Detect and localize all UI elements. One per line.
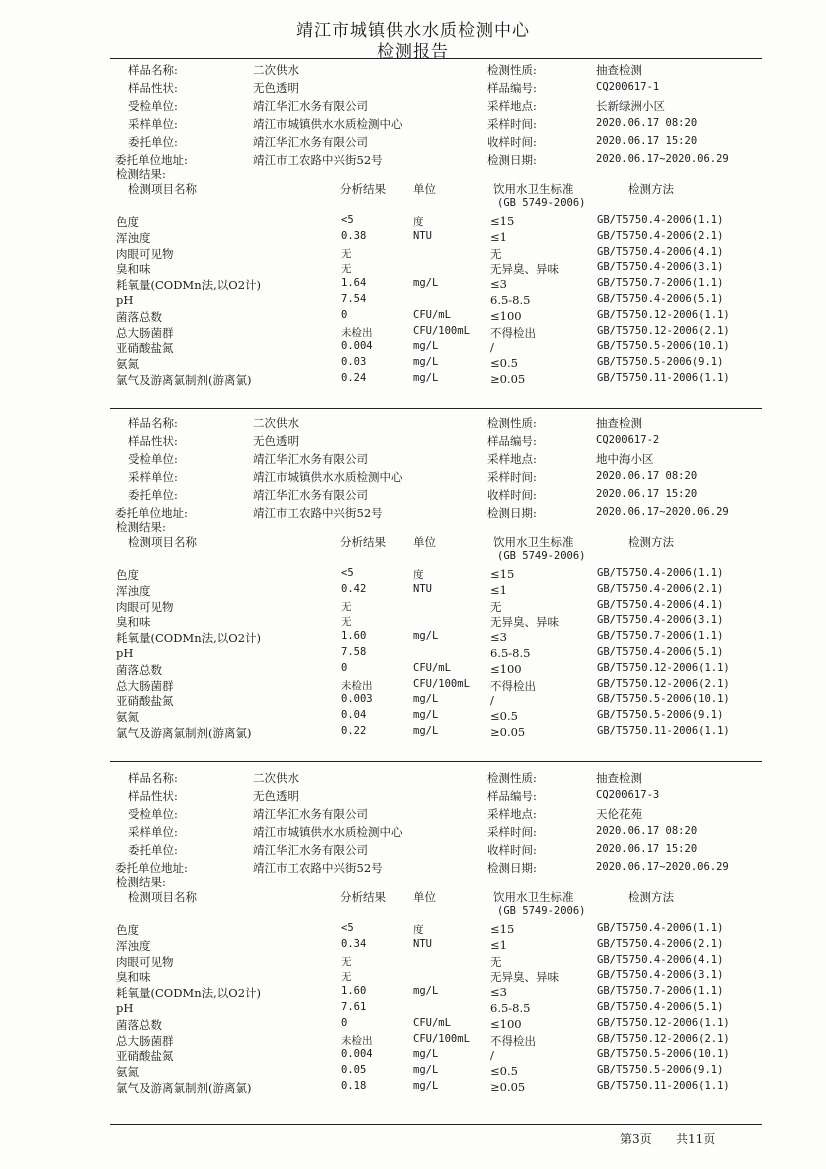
row-item: 浑浊度	[116, 938, 151, 953]
row-standard: ≤1	[490, 937, 507, 952]
row-method: GB/T5750.12-2006(1.1)	[597, 661, 730, 674]
col-std-subheader: (GB 5749-2006)	[497, 550, 586, 562]
row-item: 耗氧量(CODMn法,以O2计)	[116, 278, 262, 293]
table-row	[0, 246, 826, 262]
col-result-header: 分析结果	[340, 890, 386, 904]
row-unit: 度	[413, 924, 424, 936]
table-row	[0, 567, 826, 583]
row-unit: mg/L	[413, 693, 439, 706]
row-method: GB/T5750.4-2006(5.1)	[597, 1001, 724, 1013]
info-label-sampling-site: 采样地点:	[487, 452, 537, 466]
row-unit: mg/L	[413, 277, 439, 290]
col-item-header: 检测项目名称	[128, 182, 197, 196]
table-row	[0, 678, 826, 694]
row-result: <5	[341, 567, 354, 579]
row-unit: mg/L	[413, 630, 439, 643]
row-unit: CFU/100mL	[413, 1032, 470, 1045]
row-result: <5	[341, 214, 354, 226]
page-total: 共11页	[676, 1132, 716, 1146]
row-item: 耗氧量(CODMn法,以O2计)	[116, 631, 262, 646]
row-method: GB/T5750.7-2006(1.1)	[597, 277, 724, 290]
row-result: 0.03	[341, 356, 367, 369]
info-label-client-address: 委托单位地址:	[115, 153, 188, 167]
row-standard: ≤3	[490, 630, 507, 645]
row-item: 肉眼可见物	[116, 246, 174, 261]
bottom-rule	[110, 1124, 762, 1125]
info-value-name: 二次供水	[253, 771, 299, 785]
row-unit: 度	[413, 569, 424, 581]
info-value-sampling-unit: 靖江市城镇供水水质检测中心	[253, 825, 403, 839]
table-row	[0, 356, 826, 372]
table-row	[0, 1080, 826, 1096]
page-number: 第3页	[620, 1132, 652, 1146]
row-standard: 不得检出	[490, 325, 536, 340]
row-result: 未检出	[341, 1034, 373, 1047]
col-std-header: 饮用水卫生标准	[493, 182, 574, 196]
row-method: GB/T5750.5-2006(10.1)	[597, 693, 730, 706]
row-standard: ≤1	[490, 582, 507, 597]
col-std-header: 饮用水卫生标准	[493, 535, 574, 549]
row-method: GB/T5750.12-2006(1.1)	[597, 308, 730, 321]
info-value-receive-time: 2020.06.17 15:20	[596, 135, 698, 147]
row-result: 无	[341, 616, 352, 629]
row-standard: 无异臭、异味	[490, 615, 559, 630]
row-method: GB/T5750.5-2006(10.1)	[597, 1048, 730, 1061]
row-result: 1.60	[341, 630, 367, 643]
row-unit: mg/L	[413, 1080, 439, 1092]
row-standard: 6.5-8.5	[490, 646, 531, 660]
row-method: GB/T5750.12-2006(2.1)	[597, 324, 730, 337]
row-standard: 无	[490, 954, 502, 969]
row-result: 0.04	[341, 709, 367, 722]
row-item: pH	[116, 646, 134, 660]
row-result: 无	[341, 263, 352, 276]
info-label-sample-state: 样品性状:	[128, 434, 178, 448]
info-value-name: 二次供水	[253, 63, 299, 77]
row-unit: mg/L	[413, 709, 439, 722]
info-value-client-unit: 靖江华汇水务有限公司	[253, 135, 368, 149]
col-method-header: 检测方法	[628, 535, 674, 549]
table-row	[0, 309, 826, 325]
row-unit: mg/L	[413, 356, 439, 369]
info-label-sampling-unit: 采样单位:	[128, 117, 178, 131]
info-value-test-type: 抽查检测	[596, 63, 642, 77]
col-item-header: 检测项目名称	[128, 535, 197, 549]
table-row	[0, 1001, 826, 1017]
org-title: 靖江市城镇供水水质检测中心	[296, 21, 530, 41]
info-value-inspected-unit: 靖江华汇水务有限公司	[253, 452, 368, 466]
row-result: 无	[341, 971, 352, 984]
row-method: GB/T5750.7-2006(1.1)	[597, 985, 724, 998]
row-item: 臭和味	[116, 970, 151, 985]
info-value-sample-no: CQ200617-3	[596, 789, 660, 801]
info-label-inspected-unit: 受检单位:	[128, 807, 178, 821]
row-item: 肉眼可见物	[116, 954, 174, 969]
row-standard: 不得检出	[490, 678, 536, 693]
info-label-receive-time: 收样时间:	[487, 843, 537, 857]
row-method: GB/T5750.5-2006(10.1)	[597, 340, 730, 353]
table-row	[0, 1017, 826, 1033]
row-standard: ≤0.5	[490, 1064, 518, 1079]
row-result: 0.42	[341, 582, 367, 595]
row-result: 0	[341, 661, 348, 674]
row-standard: /	[490, 693, 494, 708]
row-result: 7.61	[341, 1001, 367, 1013]
row-unit: CFU/mL	[413, 308, 451, 321]
results-label: 检测结果:	[116, 520, 166, 534]
row-standard: 无	[490, 246, 502, 261]
row-standard: ≤0.5	[490, 356, 518, 371]
table-row	[0, 646, 826, 662]
info-value-test-date: 2020.06.17~2020.06.29	[596, 153, 729, 165]
row-method: GB/T5750.4-2006(2.1)	[597, 582, 724, 595]
row-standard: ≤100	[490, 308, 522, 323]
row-standard: ≤0.5	[490, 709, 518, 724]
info-label-sampling-unit: 采样单位:	[128, 825, 178, 839]
row-standard: ≥0.05	[490, 372, 526, 386]
table-row	[0, 230, 826, 246]
row-item: 菌落总数	[116, 1017, 162, 1032]
row-unit: CFU/100mL	[413, 677, 470, 690]
row-unit: CFU/mL	[413, 661, 451, 674]
row-item: 亚硝酸盐氮	[116, 341, 174, 356]
row-unit: mg/L	[413, 725, 439, 737]
table-row	[0, 938, 826, 954]
table-row	[0, 922, 826, 938]
report-title: 检测报告	[377, 42, 449, 62]
col-unit-header: 单位	[413, 182, 436, 196]
info-value-sampling-time: 2020.06.17 08:20	[596, 470, 698, 482]
row-item: 氯气及游离氯制剂(游离氯)	[116, 373, 252, 387]
col-std-header: 饮用水卫生标准	[493, 890, 574, 904]
info-label-receive-time: 收样时间:	[487, 135, 537, 149]
table-row	[0, 630, 826, 646]
info-value-receive-time: 2020.06.17 15:20	[596, 488, 698, 500]
row-standard: ≤100	[490, 661, 522, 676]
row-result: 0.34	[341, 937, 367, 950]
row-result: 0.24	[341, 372, 367, 384]
row-unit: NTU	[413, 582, 432, 595]
info-label-sample-state: 样品性状:	[128, 81, 178, 95]
row-standard: ≤15	[490, 922, 515, 936]
row-item: 总大肠菌群	[116, 325, 174, 340]
info-value-sampling-site: 地中海小区	[596, 452, 654, 466]
table-row	[0, 709, 826, 725]
row-item: 总大肠菌群	[116, 678, 174, 693]
info-label-client-address: 委托单位地址:	[115, 506, 188, 520]
info-value-inspected-unit: 靖江华汇水务有限公司	[253, 99, 368, 113]
row-result: 无	[341, 600, 352, 613]
table-row	[0, 261, 826, 277]
info-label-test-type: 检测性质:	[487, 416, 537, 430]
row-result: 0.22	[341, 725, 367, 737]
info-label-test-type: 检测性质:	[487, 63, 537, 77]
row-standard: ≤15	[490, 214, 515, 228]
table-row	[0, 725, 826, 741]
row-result: <5	[341, 922, 354, 934]
info-label-test-date: 检测日期:	[487, 153, 537, 167]
row-standard: ≥0.05	[490, 1080, 526, 1094]
row-result: 0	[341, 308, 348, 321]
row-item: 臭和味	[116, 615, 151, 630]
row-result: 7.58	[341, 646, 367, 658]
row-method: GB/T5750.4-2006(5.1)	[597, 646, 724, 658]
info-value-client-unit: 靖江华汇水务有限公司	[253, 843, 368, 857]
row-unit: CFU/100mL	[413, 324, 470, 337]
table-row	[0, 1033, 826, 1049]
info-label-sampling-time: 采样时间:	[487, 117, 537, 131]
row-method: GB/T5750.4-2006(3.1)	[597, 614, 724, 627]
table-row	[0, 372, 826, 388]
info-label-sample-no: 样品编号:	[487, 81, 537, 95]
table-row	[0, 583, 826, 599]
row-method: GB/T5750.5-2006(9.1)	[597, 709, 724, 722]
row-result: 0.004	[341, 1048, 373, 1061]
row-standard: 无	[490, 599, 502, 614]
info-label-test-date: 检测日期:	[487, 506, 537, 520]
row-result: 1.60	[341, 985, 367, 998]
info-value-sampling-time: 2020.06.17 08:20	[596, 825, 698, 837]
info-label-client-address: 委托单位地址:	[115, 861, 188, 875]
row-result: 1.64	[341, 277, 367, 290]
row-item: 色度	[116, 215, 139, 229]
info-label-sampling-unit: 采样单位:	[128, 470, 178, 484]
row-result: 0.003	[341, 693, 373, 706]
row-standard: ≥0.05	[490, 725, 526, 739]
row-item: 氯气及游离氯制剂(游离氯)	[116, 1081, 252, 1095]
row-item: 菌落总数	[116, 309, 162, 324]
info-value-test-type: 抽查检测	[596, 416, 642, 430]
top-rule	[110, 58, 762, 59]
row-standard: 无异臭、异味	[490, 970, 559, 985]
info-label-inspected-unit: 受检单位:	[128, 452, 178, 466]
col-method-header: 检测方法	[628, 182, 674, 196]
col-item-header: 检测项目名称	[128, 890, 197, 904]
row-method: GB/T5750.4-2006(1.1)	[597, 567, 724, 579]
info-value-name: 二次供水	[253, 416, 299, 430]
info-label-receive-time: 收样时间:	[487, 488, 537, 502]
col-method-header: 检测方法	[628, 890, 674, 904]
row-standard: ≤3	[490, 985, 507, 1000]
row-standard: /	[490, 340, 494, 355]
row-standard: ≤100	[490, 1016, 522, 1031]
row-unit: mg/L	[413, 985, 439, 998]
row-method: GB/T5750.4-2006(5.1)	[597, 293, 724, 305]
row-unit: NTU	[413, 937, 432, 950]
row-result: 未检出	[341, 679, 373, 692]
row-method: GB/T5750.11-2006(1.1)	[597, 1080, 730, 1092]
row-result: 7.54	[341, 293, 367, 305]
info-label-sampling-time: 采样时间:	[487, 825, 537, 839]
info-value-state: 无色透明	[253, 789, 299, 803]
row-item: 色度	[116, 923, 139, 937]
row-method: GB/T5750.4-2006(2.1)	[597, 229, 724, 242]
row-method: GB/T5750.4-2006(2.1)	[597, 937, 724, 950]
info-value-sampling-site: 长新绿洲小区	[596, 99, 665, 113]
row-standard: 不得检出	[490, 1033, 536, 1048]
info-value-sample-no: CQ200617-2	[596, 434, 660, 446]
row-standard: 无异臭、异味	[490, 262, 559, 277]
info-label-client-unit: 委托单位:	[128, 843, 178, 857]
row-item: 浑浊度	[116, 583, 151, 598]
table-row	[0, 662, 826, 678]
info-value-sample-no: CQ200617-1	[596, 81, 660, 93]
row-method: GB/T5750.12-2006(2.1)	[597, 677, 730, 690]
info-label-client-unit: 委托单位:	[128, 135, 178, 149]
col-result-header: 分析结果	[340, 535, 386, 549]
row-method: GB/T5750.12-2006(1.1)	[597, 1016, 730, 1029]
row-result: 0.05	[341, 1064, 367, 1077]
row-item: 氨氮	[116, 710, 139, 725]
section-divider	[110, 761, 762, 762]
info-value-client-address: 靖江市工农路中兴街52号	[253, 506, 383, 520]
col-result-header: 分析结果	[340, 182, 386, 196]
row-unit: mg/L	[413, 372, 439, 384]
info-value-test-date: 2020.06.17~2020.06.29	[596, 861, 729, 873]
info-value-test-date: 2020.06.17~2020.06.29	[596, 506, 729, 518]
row-standard: 6.5-8.5	[490, 1001, 531, 1015]
info-value-state: 无色透明	[253, 434, 299, 448]
row-method: GB/T5750.4-2006(3.1)	[597, 261, 724, 274]
table-row	[0, 325, 826, 341]
info-label-sampling-site: 采样地点:	[487, 807, 537, 821]
row-unit: mg/L	[413, 340, 439, 353]
info-label-sample-state: 样品性状:	[128, 789, 178, 803]
table-row	[0, 1064, 826, 1080]
info-label-inspected-unit: 受检单位:	[128, 99, 178, 113]
row-unit: mg/L	[413, 1064, 439, 1077]
row-result: 0.004	[341, 340, 373, 353]
info-value-client-address: 靖江市工农路中兴街52号	[253, 861, 383, 875]
row-method: GB/T5750.4-2006(3.1)	[597, 969, 724, 982]
row-standard: /	[490, 1048, 494, 1063]
table-row	[0, 599, 826, 615]
row-method: GB/T5750.5-2006(9.1)	[597, 1064, 724, 1077]
row-item: 氨氮	[116, 357, 139, 372]
info-label-sample-name: 样品名称:	[128, 416, 178, 430]
row-standard: ≤1	[490, 229, 507, 244]
row-item: 臭和味	[116, 262, 151, 277]
row-item: 亚硝酸盐氮	[116, 694, 174, 709]
info-value-sampling-unit: 靖江市城镇供水水质检测中心	[253, 470, 403, 484]
row-result: 无	[341, 247, 352, 260]
info-value-client-unit: 靖江华汇水务有限公司	[253, 488, 368, 502]
row-unit: 度	[413, 216, 424, 228]
row-standard: ≤3	[490, 277, 507, 292]
info-label-test-type: 检测性质:	[487, 771, 537, 785]
table-row	[0, 954, 826, 970]
row-result: 0.18	[341, 1080, 367, 1092]
row-result: 未检出	[341, 326, 373, 339]
row-method: GB/T5750.11-2006(1.1)	[597, 725, 730, 737]
row-method: GB/T5750.4-2006(1.1)	[597, 214, 724, 226]
row-unit: NTU	[413, 229, 432, 242]
col-unit-header: 单位	[413, 535, 436, 549]
row-item: 总大肠菌群	[116, 1033, 174, 1048]
info-label-test-date: 检测日期:	[487, 861, 537, 875]
info-value-inspected-unit: 靖江华汇水务有限公司	[253, 807, 368, 821]
section-divider	[110, 408, 762, 409]
table-row	[0, 693, 826, 709]
row-item: 亚硝酸盐氮	[116, 1049, 174, 1064]
row-method: GB/T5750.4-2006(4.1)	[597, 953, 724, 966]
row-method: GB/T5750.4-2006(4.1)	[597, 245, 724, 258]
info-value-sampling-unit: 靖江市城镇供水水质检测中心	[253, 117, 403, 131]
row-unit: CFU/mL	[413, 1016, 451, 1029]
row-item: pH	[116, 1001, 134, 1015]
row-method: GB/T5750.5-2006(9.1)	[597, 356, 724, 369]
row-method: GB/T5750.12-2006(2.1)	[597, 1032, 730, 1045]
info-label-sample-name: 样品名称:	[128, 771, 178, 785]
info-label-sample-no: 样品编号:	[487, 434, 537, 448]
row-result: 0	[341, 1016, 348, 1029]
results-label: 检测结果:	[116, 875, 166, 889]
row-method: GB/T5750.11-2006(1.1)	[597, 372, 730, 384]
info-label-sampling-site: 采样地点:	[487, 99, 537, 113]
col-std-subheader: (GB 5749-2006)	[497, 905, 586, 917]
row-standard: ≤15	[490, 567, 515, 581]
row-item: 菌落总数	[116, 662, 162, 677]
results-label: 检测结果:	[116, 167, 166, 181]
row-method: GB/T5750.7-2006(1.1)	[597, 630, 724, 643]
row-result: 0.38	[341, 229, 367, 242]
info-value-receive-time: 2020.06.17 15:20	[596, 843, 698, 855]
info-value-sampling-site: 天伦花苑	[596, 807, 642, 821]
table-row	[0, 277, 826, 293]
row-item: 色度	[116, 568, 139, 582]
info-value-client-address: 靖江市工农路中兴街52号	[253, 153, 383, 167]
row-method: GB/T5750.4-2006(4.1)	[597, 598, 724, 611]
info-label-sample-no: 样品编号:	[487, 789, 537, 803]
row-item: 肉眼可见物	[116, 599, 174, 614]
info-label-sample-name: 样品名称:	[128, 63, 178, 77]
row-unit: mg/L	[413, 1048, 439, 1061]
info-label-sampling-time: 采样时间:	[487, 470, 537, 484]
table-row	[0, 969, 826, 985]
table-row	[0, 614, 826, 630]
info-value-sampling-time: 2020.06.17 08:20	[596, 117, 698, 129]
row-method: GB/T5750.4-2006(1.1)	[597, 922, 724, 934]
info-value-state: 无色透明	[253, 81, 299, 95]
table-row	[0, 214, 826, 230]
table-row	[0, 1048, 826, 1064]
table-row	[0, 293, 826, 309]
table-row	[0, 340, 826, 356]
col-unit-header: 单位	[413, 890, 436, 904]
row-item: 耗氧量(CODMn法,以O2计)	[116, 986, 262, 1001]
row-item: 氯气及游离氯制剂(游离氯)	[116, 726, 252, 740]
row-result: 无	[341, 955, 352, 968]
col-std-subheader: (GB 5749-2006)	[497, 197, 586, 209]
row-standard: 6.5-8.5	[490, 293, 531, 307]
info-value-test-type: 抽查检测	[596, 771, 642, 785]
table-row	[0, 985, 826, 1001]
row-item: 浑浊度	[116, 230, 151, 245]
row-item: 氨氮	[116, 1065, 139, 1080]
info-label-client-unit: 委托单位:	[128, 488, 178, 502]
row-item: pH	[116, 293, 134, 307]
